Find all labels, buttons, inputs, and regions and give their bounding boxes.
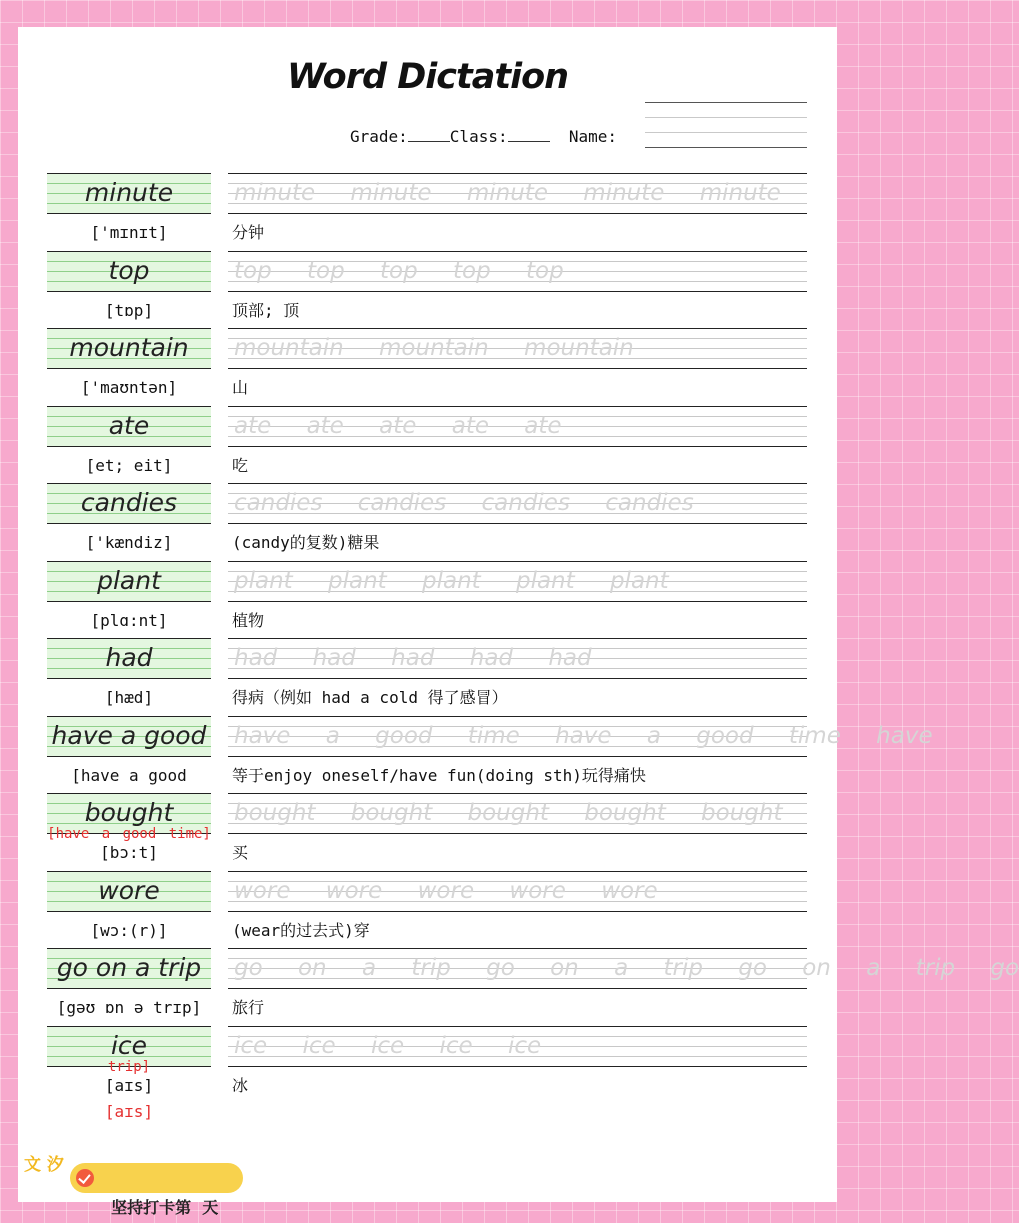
tracing-text: had had had had had [234, 645, 592, 671]
word-cell [47, 173, 211, 214]
tracing-text: wore wore wore wore wore [234, 877, 658, 904]
overflow-text: trip] [107, 1058, 151, 1075]
phonetic-text: [bɔ:t] [100, 843, 158, 862]
phonetic-text: [hæd] [104, 688, 154, 707]
word-text: had [105, 643, 153, 672]
word-text: minute [84, 178, 174, 207]
meaning-text: 旅行 [232, 998, 265, 1017]
word-cell [47, 638, 211, 679]
meaning-text: (candy的复数)糖果 [232, 533, 380, 552]
tracing-text: ice ice ice ice ice [234, 1032, 542, 1059]
dictation-row [47, 948, 1019, 1026]
phonetic-text: [tɒp] [104, 300, 154, 320]
copy-practice-cell[interactable] [228, 1026, 807, 1067]
worksheet-page [18, 27, 1019, 1202]
tracing-text: minute minute minute minute minute [234, 180, 781, 206]
word-cell [47, 561, 211, 602]
copy-practice-cell[interactable] [228, 328, 807, 369]
word-cell [47, 716, 211, 757]
meaning-text: 山 [232, 378, 249, 397]
tracing-text: plant plant plant plant plant [234, 567, 669, 594]
checkin-badge [70, 1163, 243, 1217]
checkin-badge-label: 坚持打卡第 天 [111, 1198, 219, 1217]
meaning-text: 吃 [232, 455, 249, 475]
copy-practice-cell[interactable] [228, 173, 807, 214]
word-cell [47, 251, 211, 292]
copy-practice-cell[interactable] [228, 871, 807, 912]
copy-practice-cell[interactable] [228, 251, 807, 292]
copy-practice-cell[interactable] [228, 716, 933, 757]
phonetic-text: [have a good [71, 765, 187, 785]
dictation-row [47, 716, 933, 794]
word-text: bought [84, 798, 174, 827]
dictation-row [47, 1026, 807, 1104]
copy-practice-cell[interactable] [228, 638, 807, 679]
word-text: top [108, 255, 150, 285]
word-cell [47, 948, 211, 989]
word-text: candies [80, 488, 178, 517]
tracing-text: go on a trip go on a trip go on a trip go [234, 955, 1019, 981]
copy-practice-cell[interactable] [228, 561, 807, 602]
dictation-row [47, 871, 807, 949]
tracing-text: ate ate ate ate ate [234, 412, 562, 439]
copy-practice-cell[interactable] [228, 406, 807, 447]
dictation-row [47, 173, 807, 251]
word-text: ice [110, 1030, 148, 1060]
phonetic-text: [et; eit] [85, 455, 173, 475]
tracing-text: bought bought bought bought bought [234, 800, 783, 826]
word-text: plant [97, 565, 161, 595]
word-text: wore [98, 875, 160, 905]
page-title: Word Dictation [286, 57, 569, 97]
word-cell [47, 406, 211, 447]
phonetic-text: [gəʊ ɒn ə trɪp] [56, 998, 202, 1017]
overflow-text: [have a good time] [47, 826, 211, 842]
phonetic-text: [plɑ:nt] [90, 610, 168, 630]
grade-label: Grade: [350, 127, 408, 146]
word-text: mountain [69, 333, 189, 362]
phonetic-text: ['maʊntən] [80, 378, 178, 397]
meaning-text: 分钟 [232, 223, 265, 242]
student-info-line [350, 127, 617, 146]
dictation-row [47, 638, 807, 716]
tracing-text: have a good time have a good time have [234, 722, 933, 749]
word-text: ate [108, 410, 150, 440]
check-icon [76, 1169, 94, 1187]
dictation-row [47, 561, 807, 639]
phonetic-text: ['kændiz] [85, 533, 173, 552]
phonetic-text: ['mɪnɪt] [90, 223, 168, 242]
meaning-text: 买 [232, 843, 249, 862]
copy-practice-cell[interactable] [228, 793, 807, 834]
name-label: Name: [568, 127, 618, 146]
dictation-row [47, 793, 807, 871]
meaning-text: (wear的过去式)穿 [232, 920, 370, 940]
copy-practice-cell[interactable] [228, 948, 1019, 989]
word-cell [47, 483, 211, 524]
phonetic-text: [aɪs] [104, 1075, 154, 1095]
meaning-text: 得病（例如 had a cold 得了感冒） [232, 688, 508, 707]
word-cell [47, 871, 211, 912]
name-writing-lines [645, 102, 807, 148]
grade-blank[interactable] [408, 128, 450, 142]
word-text: go on a trip [56, 953, 202, 982]
tracing-text: candies candies candies candies [234, 490, 694, 516]
tracing-text: top top top top top [234, 257, 564, 284]
copy-practice-cell[interactable] [228, 483, 807, 524]
meaning-text: 顶部; 顶 [232, 300, 300, 320]
class-label: Class: [449, 127, 508, 146]
dictation-row [47, 328, 807, 406]
word-cell [47, 328, 211, 369]
word-text: have a good [51, 720, 207, 750]
dictation-row [47, 251, 807, 329]
phonetic-text: [wɔ:(r)] [90, 920, 168, 940]
tracing-text: mountain mountain mountain [234, 335, 634, 361]
class-blank[interactable] [508, 128, 550, 142]
meaning-text: 植物 [232, 610, 265, 630]
meaning-text: 冰 [232, 1075, 249, 1095]
dictation-row [47, 406, 807, 484]
brand-logo: 文 汐 [24, 1155, 64, 1175]
dictation-row [47, 483, 807, 561]
extra-phonetic: [aɪs] [104, 1102, 154, 1121]
meaning-text: 等于enjoy oneself/have fun(doing sth)玩得痛快 [232, 765, 646, 785]
